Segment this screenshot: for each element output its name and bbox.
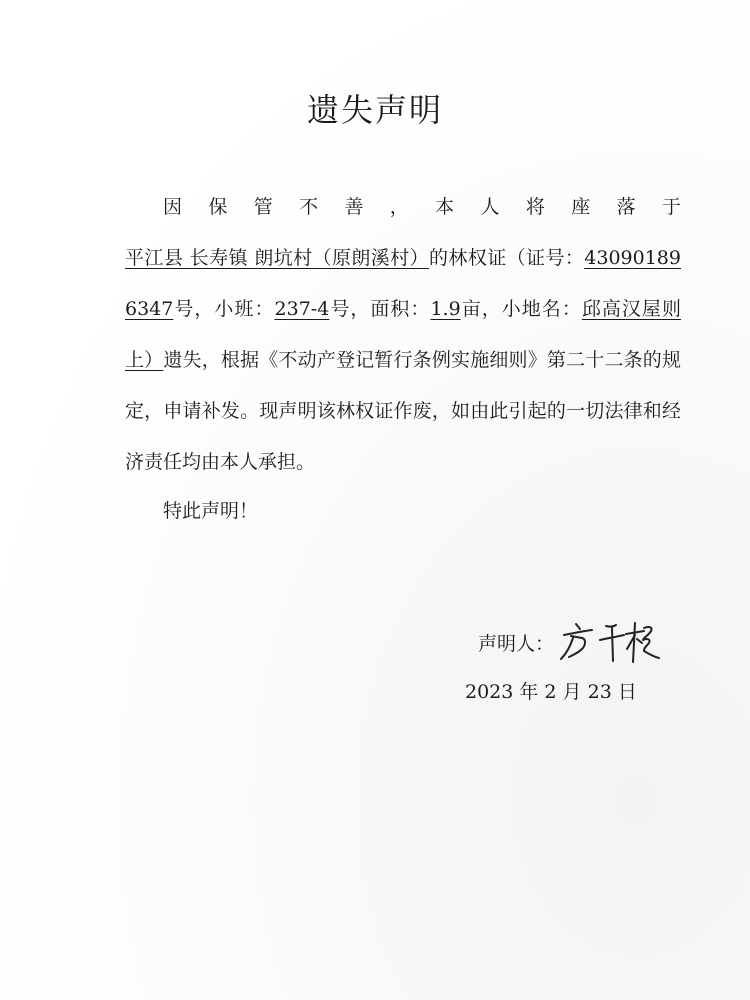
body-text-3: 号，小班：	[173, 298, 275, 320]
location-field: 平江县 长寿镇 朗坑村（原朗溪村）	[125, 247, 429, 269]
statement-date: 2023 年 2 月 23 日	[465, 681, 637, 703]
body-text-6: 遗失，根据《不动产登记暂行条例实施细则》第二十二条的规定，申请补发。现声明该林权证作废，如由此引起的一切法律和经济责任均由本人承担。	[125, 349, 681, 473]
statement-body	[125, 182, 681, 488]
body-text-1: 因保管不善，本人将座落于	[163, 196, 681, 218]
closing-line: 特此声明！	[163, 500, 259, 522]
block-number-field: 237-4	[274, 298, 330, 320]
area-field: 1.9	[430, 298, 461, 320]
body-text-4: 号，面积：	[329, 298, 431, 320]
place-name-field: 邱高汉屋则上）	[125, 298, 681, 371]
document-title: 遗失声明	[306, 91, 443, 129]
signer-block	[478, 618, 663, 666]
statement-paragraph	[125, 182, 681, 488]
signer-label: 声明人：	[478, 632, 555, 655]
certificate-number-field: 430901896347	[125, 247, 681, 320]
body-text-2: 的林权证（证号：	[429, 247, 585, 269]
body-text-5: 亩，小地名：	[460, 298, 582, 320]
handwritten-signature	[558, 618, 663, 666]
